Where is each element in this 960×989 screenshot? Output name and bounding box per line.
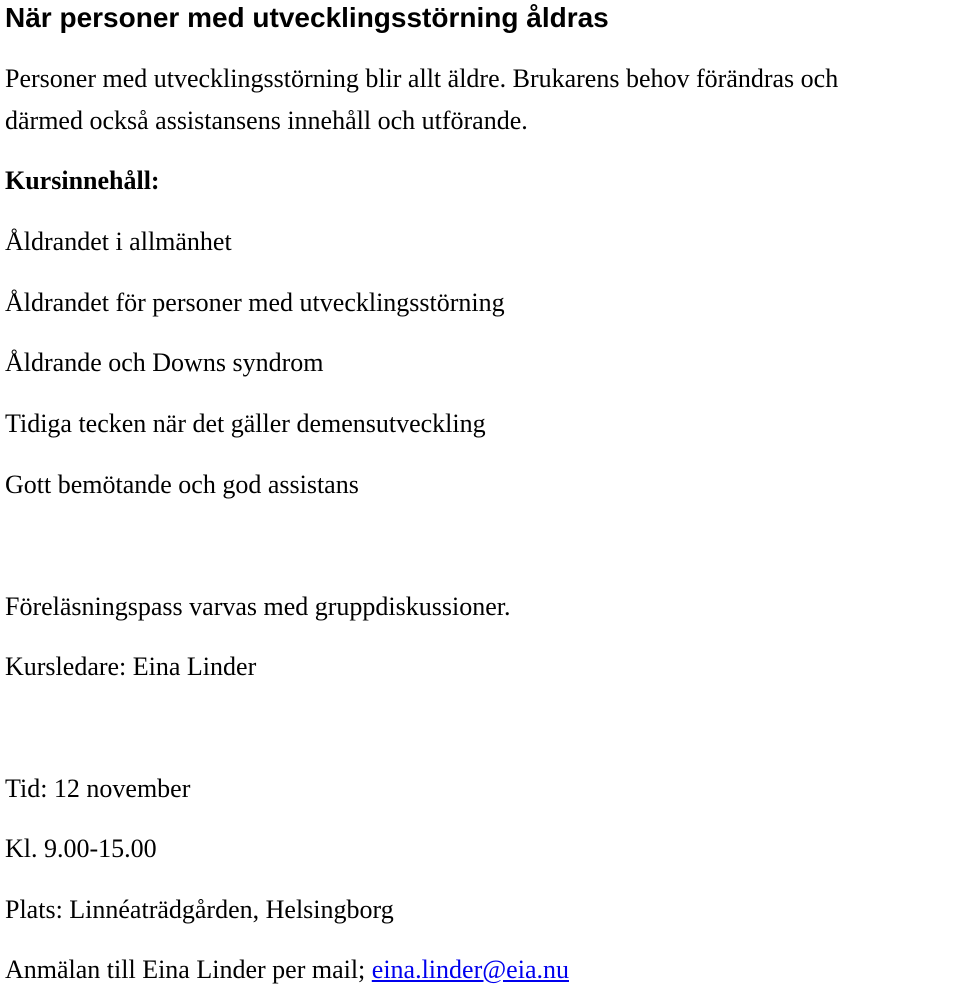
course-place: Plats: Linnéaträdgården, Helsingborg [5,895,394,924]
course-content-heading: Kursinnehåll: [5,166,160,195]
intro-line-1: Personer med utvecklingsstörning blir allt äldre. Brukarens behov förändras och [5,64,839,93]
course-date: Tid: 12 november [5,774,191,803]
course-item-3: Åldrande och Downs syndrom [5,348,324,377]
course-item-4: Tidiga tecken när det gäller demensutveckling [5,409,486,438]
course-hours: Kl. 9.00-15.00 [5,834,157,863]
signup-line [5,957,569,983]
intro-line-2: därmed också assistansens innehåll och utförande. [5,106,528,135]
email-link[interactable]: eina.linder@eia.nu [371,955,569,984]
course-item-5: Gott bemötande och god assistans [5,470,359,499]
page-title: När personer med utvecklingsstörning åldras [5,2,609,33]
format-text: Föreläsningspass varvas med gruppdiskussioner. [5,592,511,621]
course-leader: Kursledare: Eina Linder [5,652,257,681]
course-item-1: Åldrandet i allmänhet [5,227,232,256]
course-item-2: Åldrandet för personer med utvecklingsstörning [5,288,505,317]
signup-text: Anmälan till Eina Linder per mail; [5,955,372,984]
